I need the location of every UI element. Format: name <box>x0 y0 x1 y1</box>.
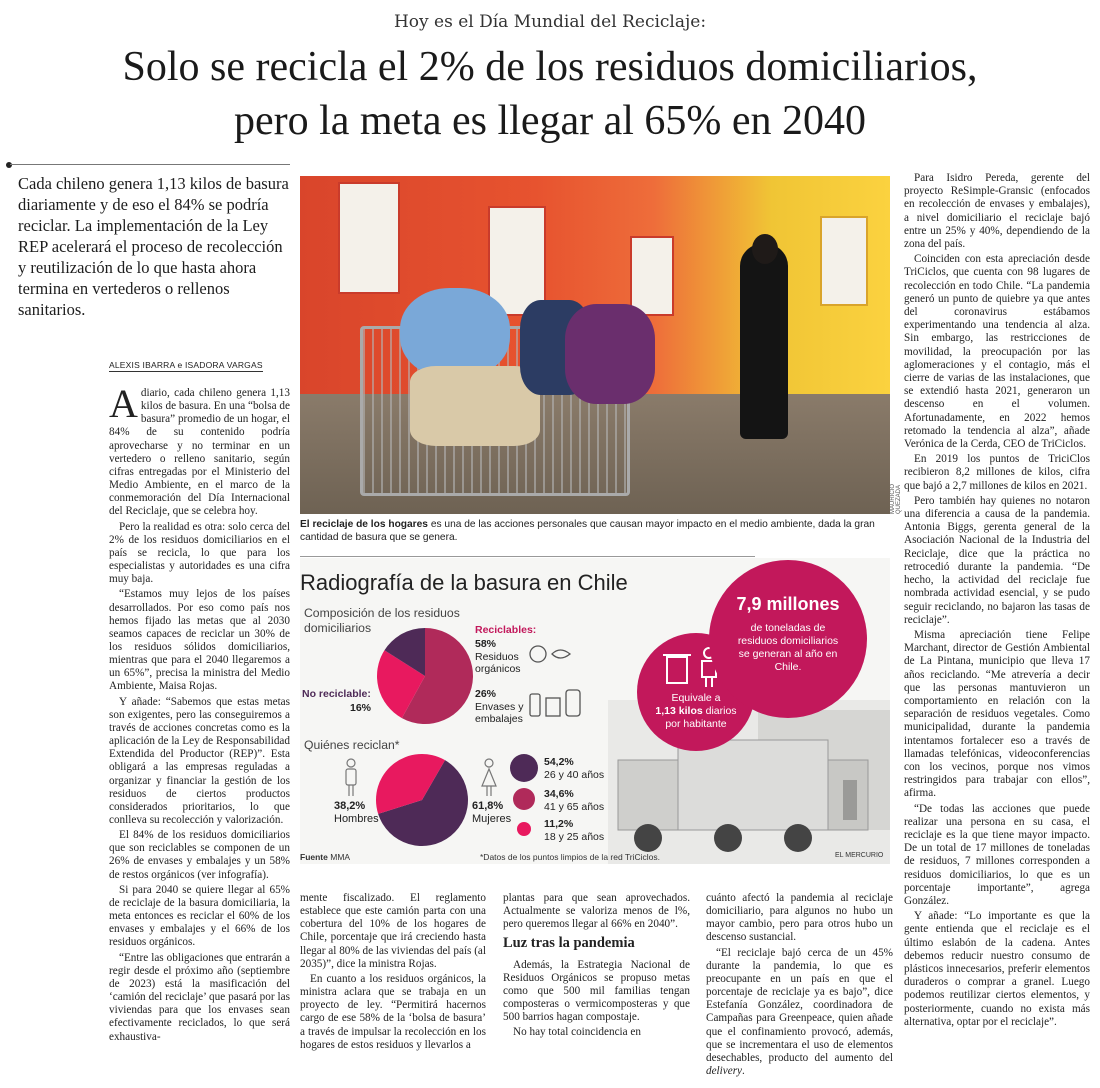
paragraph: No hay total coincidencia en <box>513 1026 641 1039</box>
headline-line-1: Solo se recicla el 2% de los residuos domiciliarios, <box>122 44 978 90</box>
source: Fuente MMA <box>300 852 351 862</box>
envases-label <box>475 688 523 726</box>
paragraph: plantas para que sean aprovechados. Actualmente se valoriza menos de l%, pero queremos llegar al 66% en 2040”. <box>503 892 690 931</box>
paragraph: Además, la Estrategia Nacional de Residuos Orgánicos se propuso metas como que 500 mil familias tengan composteras o vermicomposteras y que 500 barrios hagan compostaje. <box>503 958 690 1024</box>
paragraph: Coinciden con esta apreciación desde TriCiclos, que cuenta con 98 lugares de recolección en todo Chile. “La pandemia generó un punto de quiebre ya que antes del coronavirus estábamos experimentando una tendencia al alza. Sin embargo, las restricciones de movilidad, la preocupación por las aglomeraciones y el contagio, más el cierre de varias de las instalaciones, que se extendió hasta 2021, generaron un descenso en el volumen. Afortunadamente, en 2022 hemos retomado la tendencia al alza”, añade Verónica de la Cerda, CEO de TriCiclos. <box>904 253 1090 451</box>
organicos-label <box>475 638 521 676</box>
age-text: 18 y 25 años <box>544 830 605 843</box>
blue-bag <box>400 288 510 378</box>
footnote: *Datos de los puntos limpios de la red TriCiclos. <box>480 852 660 862</box>
recyclers-pie <box>372 750 472 850</box>
paragraph: cuánto afectó la pandemia al reciclaje domiciliario, para algunos no hubo un mayor cambio, pero para otros hubo un descenso sustancial. <box>706 892 893 944</box>
byline: ALEXIS IBARRA e ISADORA VARGAS <box>109 360 263 370</box>
lead-bullet <box>6 162 12 168</box>
age-text: 41 y 65 años <box>544 800 605 813</box>
paragraph: Y añade: “Sabemos que estas metas son exigentes, pero las conseguiremos a través de acciones concretas como es la aplicación de la Ley de Responsabilidad Extendida del Productor (REP)”. Esta obligará a las empresas reguladas a organizar y financiar la gestión de los residuos de ciertos productos considerados prioritarios, lo que conlleva su recolección y valorización. <box>109 695 290 826</box>
age-18-25-label <box>544 818 604 843</box>
caption-bold: El reciclaje de los hogares <box>300 519 428 530</box>
organicos-text: orgánicos <box>475 663 521 675</box>
paragraph-text: “El reciclaje bajó cerca de un 45% durante la pandemia, lo que es preocupante en un país en que el porcentaje de reciclaje ya es bajo”, dice Estefanía González, coordinadora de Campañas para Greenpeace, quien añade que el confinamiento provocó, además, que se incrementara el uso de elementos desechables, producto del aumento del <box>706 946 893 1064</box>
envases-pct: 26% <box>475 688 497 700</box>
age-26-40-dot <box>510 754 538 782</box>
organicos-pct: 58% <box>475 638 497 650</box>
recycling-photo <box>300 176 890 514</box>
infographic <box>300 558 890 864</box>
age-pct: 54,2% <box>544 756 574 768</box>
paragraph: En 2019 los puntos de TriciClos recibieron 8,2 millones de kilos, cifra que bajó a 2,7 millones de kilos en 2021. <box>904 453 1090 492</box>
age-18-25-dot <box>517 822 531 836</box>
packaging-icon <box>526 688 586 718</box>
age-41-65-label <box>544 788 604 813</box>
quienes-title: Quiénes reciclan* <box>304 738 400 752</box>
reciclables-label: Reciclables: <box>475 624 537 636</box>
envases-text: embalajes <box>475 713 523 725</box>
composition-title-line: domiciliarios <box>304 621 372 635</box>
paragraph-text: diario, cada chileno genera 1,13 kilos de basura. En una “bolsa de basura” promedio de un hogar, el 84% de su contenido podría aprovecharse y no terminar en un vertedero o relleno sanitario, según cifras entregadas por el Ministerio del Medio Ambiente, en el marco de la conmemoración del Día Internacional del Reciclaje, que se celebra hoy. <box>109 387 290 518</box>
mujeres-text: Mujeres <box>472 812 512 825</box>
column-4 <box>706 892 893 1080</box>
column-2 <box>300 892 486 1054</box>
paragraph <box>109 381 290 519</box>
photo-caption <box>300 518 890 544</box>
caption-text: es una de las acciones personales que causan mayor impacto en el medio ambiente, dada la gran cantidad de basura que se genera. <box>300 519 875 543</box>
drop-cap: A <box>109 381 138 426</box>
mujeres-label <box>472 800 511 825</box>
paragraph: “Entre las obligaciones que entrarán a regir desde el próximo año (septiembre de 2023) está la masificación del ‘camión del reciclaje’ que pasará por las viviendas para que los envases sean efectivamente reciclados, lo que será exhaustiva- <box>109 951 290 1043</box>
paragraph: Pero la realidad es otra: solo cerca del 2% de los residuos domiciliarios en el país se recicla, lo que para los especialistas y autoridades es una cifra muy baja. <box>109 520 290 586</box>
purple-bag <box>565 304 655 404</box>
paragraph: Misma apreciación tiene Felipe Marchant, director de Gestión Ambiental de La Pintana, municipio que lleva 17 años reciclando. “Me atrevería a decir que las personas mantuvieron un comportamiento en relación con la separación de residuos vegetales. Como municipalidad, durante la pandemia intentamos fortalecer eso a través de llamadas telefónicas, videoconferencias con los vecinos, porque nos vimos restringidos para trabajar con ellos”, afirma. <box>904 628 1090 800</box>
age-text: 26 y 40 años <box>544 768 605 781</box>
paragraph: Pero también hay quienes no notaron una diferencia a causa de la pandemia. Antonia Biggs, gerenta general de la Asociación Nacional de la Industria del Reciclaje, dice que la práctica no retrocedió durante la pandemia. “De hecho, la actividad del reciclaje fue nombrada actividad esencial, y se pudo seguir reciclando, no bajaron las tasas de reciclaje”. <box>904 494 1090 626</box>
column-1 <box>109 381 290 1046</box>
age-41-65-dot <box>513 788 535 810</box>
hombres-label <box>334 800 379 825</box>
paragraph: En cuanto a los residuos orgánicos, la ministra aclara que se trabaja en un proyecto de ley. “Permitirá hacernos cargo de ese 58% de la ‘bolsa de basura’ a través de impulsar la recolección en los hogares de estos residuos y llevarlos a <box>300 972 486 1051</box>
age-26-40-label <box>544 756 604 781</box>
annual-total-line: residuos domiciliarios <box>737 635 839 647</box>
mujeres-pct: 61,8% <box>472 800 504 812</box>
infographic-rule <box>300 556 755 557</box>
lead-rule <box>10 164 290 165</box>
no-reciclable-label: No reciclable: <box>302 688 371 700</box>
hombres-text: Hombres <box>334 812 379 825</box>
paragraph: “De todas las acciones que puede realizar una persona en su casa, el reciclaje es la que tiene mayor impacto. De un total de 17 millones de toneladas de residuos, 7 millones corresponden a residuos domiciliarios, lo que es un porcentaje importante”, agrega González. <box>904 802 1090 907</box>
infographic-title: Radiografía de la basura en Chile <box>300 570 628 595</box>
envases-text: Envases y <box>475 700 524 713</box>
person-figure <box>740 244 788 439</box>
annual-total-text <box>709 622 867 674</box>
per-capita-line: Equivale a <box>671 692 721 704</box>
age-pct: 11,2% <box>544 818 574 830</box>
photo-sign <box>630 236 674 316</box>
paragraph-text: . <box>742 1065 745 1078</box>
photo-sign <box>820 216 868 306</box>
sack-bag <box>410 366 540 446</box>
photo-credit: MAURICIO QUEZADA <box>890 484 902 514</box>
no-reciclable-pct: 16% <box>350 702 372 714</box>
headline <box>0 40 1100 148</box>
annual-total-value: 7,9 millones <box>736 594 840 614</box>
annual-total-line: de toneladas de <box>750 622 826 634</box>
annual-total-circle <box>709 560 867 718</box>
composition-pie <box>370 626 480 726</box>
section-heading: Luz tras la pandemia <box>503 935 635 952</box>
column-3 <box>503 892 690 1042</box>
per-capita-line: por habitante <box>665 718 727 730</box>
per-capita-line: 1,13 kilos diarios <box>655 705 737 717</box>
lead-paragraph: Cada chileno genera 1,13 kilos de basura diariamente y de eso el 84% se podría reciclar. La implementación de la Ley REP acelerará el proceso de recolección y reutilización de lo que hasta ahora termina en vertederos o rellenos sanitarios. <box>18 174 289 319</box>
paragraph: Y añade: “Lo importante es que la gente entienda que el reciclaje es el último eslabón de la cadena. Antes debemos reducir nuestro consumo de plásticos innecesarios, preferir elementos duraderos o comprar a granel. Luego podemos reutilizar ciertos elementos, y posteriormente, cuando no exista más alternativa, optar por el reciclaje”. <box>904 910 1090 1028</box>
woman-icon <box>480 758 498 798</box>
paragraph: “Estamos muy lejos de los países desarrollados. Por eso como país nos hemos fijado las metas que al 2030 seamos capaces de reciclar un 30% de los residuos sólidos domiciliarios, mientras que para el 2040 llegaremos a un 65%”, precisa la ministra del Medio Ambiente, Maisa Rojas. <box>109 588 290 693</box>
publisher: EL MERCURIO <box>835 852 884 859</box>
hombres-pct: 38,2% <box>334 800 366 812</box>
organicos-text: Residuos <box>475 650 519 663</box>
kicker: Hoy es el Día Mundial del Reciclaje: <box>393 12 707 32</box>
paragraph: El 84% de los residuos domiciliarios que son reciclables se componen de un 26% de envases y embalajes y un 58% de restos orgánicos (ver infografía). <box>109 829 290 881</box>
annual-total-line: se generan al año en <box>738 648 838 660</box>
paragraph: Para Isidro Pereda, gerente del proyecto ReSimple-Gransic (enfocados en recolección de envases y embalajes), a nivel domiciliario el reciclaje bajó entre un 25% y 40%, dependiendo de la zona del país. <box>904 172 1090 251</box>
age-pct: 34,6% <box>544 788 574 800</box>
person-head <box>752 234 778 264</box>
photo-sign <box>338 182 400 294</box>
paragraph: Si para 2040 se quiere llegar al 65% de reciclaje de la basura domiciliaria, la meta entonces es reciclar el 60% de los envases y embalajes y el 66% de los residuos orgánicos. <box>109 883 290 949</box>
column-5 <box>904 172 1090 1031</box>
italic-text: delivery <box>706 1065 743 1078</box>
paragraph <box>706 947 893 1079</box>
annual-total-line: Chile. <box>774 661 802 673</box>
composition-title-line: Composición de los residuos <box>304 606 460 620</box>
organic-icon <box>528 642 574 666</box>
man-icon <box>342 758 360 798</box>
headline-line-2: pero la meta es llegar al 65% en 2040 <box>233 98 867 144</box>
paragraph: mente fiscalizado. El reglamento establece que este camión parta con una cobertura del 10% de los hogares de Chile, porcentaje que irá creciendo hasta llegar al 80% de las viviendas del país (al 2035)”, dice la ministra Rojas. <box>300 892 486 970</box>
